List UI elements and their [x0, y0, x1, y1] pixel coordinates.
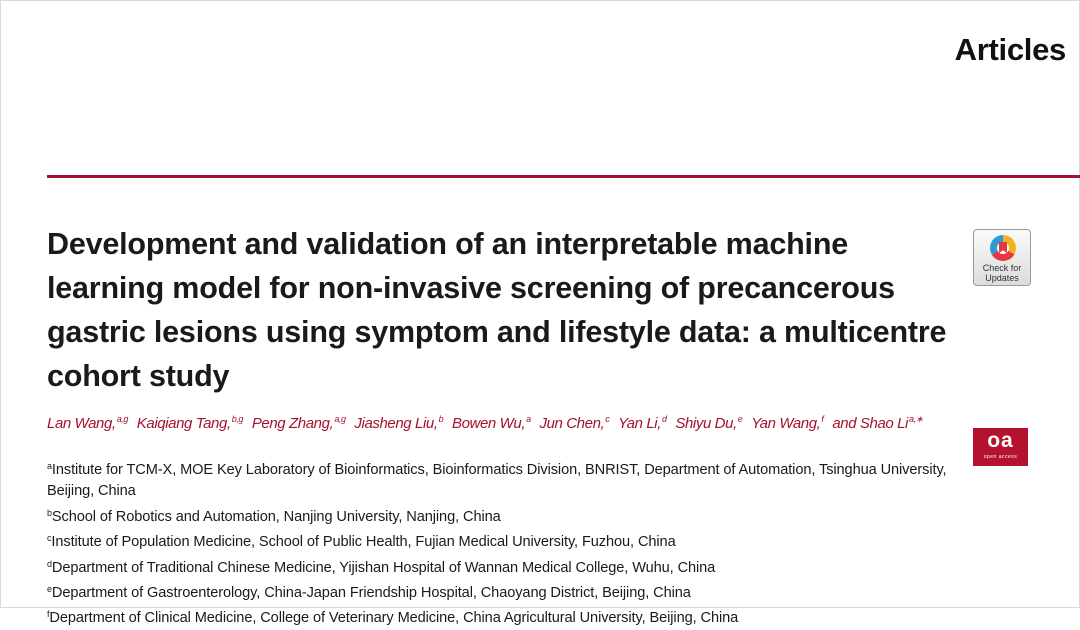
author-name[interactable] — [354, 415, 443, 432]
author-name[interactable] — [540, 415, 610, 432]
author-name[interactable] — [137, 415, 243, 432]
affiliation-marker: e — [47, 584, 52, 595]
check-for-updates-label: Check for Updates — [982, 263, 1022, 283]
author-affiliation-marker: d — [661, 414, 667, 424]
author-name-text: Yan Wang, — [751, 415, 821, 432]
open-access-caption: open access — [983, 454, 1018, 460]
affiliation-item — [47, 554, 957, 579]
author-affiliation-marker: c — [605, 414, 610, 424]
author-affiliation-marker: e — [737, 414, 743, 424]
affiliation-text: Institute of Population Medicine, School of Public Health, Fujian Medical University, Fuzhou, China — [51, 534, 676, 551]
author-name-text: Jiasheng Liu, — [354, 415, 438, 432]
affiliation-text: School of Robotics and Automation, Nanjing University, Nanjing, China — [51, 508, 501, 525]
author-name-text: and Shao Li — [832, 415, 908, 432]
author-name[interactable] — [47, 415, 128, 432]
check-for-updates-button[interactable] — [973, 229, 1031, 286]
affiliation-marker: f — [47, 609, 50, 620]
author-name-text: Peng Zhang, — [251, 415, 334, 432]
affiliation-marker: c — [47, 533, 52, 544]
affiliation-text: Department of Traditional Chinese Medicine, Yijishan Hospital of Wannan Medical College, Wuhu, China — [51, 559, 716, 576]
affiliation-marker: d — [47, 558, 52, 569]
author-name[interactable] — [252, 415, 346, 432]
open-access-icon — [973, 428, 1028, 466]
author-name-text: Lan Wang, — [47, 415, 116, 432]
author-name-text: Jun Chen, — [539, 415, 605, 432]
author-name-text: Shiyu Du, — [675, 415, 737, 432]
affiliation-item — [47, 604, 957, 629]
author-name[interactable] — [618, 415, 666, 432]
affiliation-item — [47, 503, 957, 528]
author-affiliation-marker: a,g — [116, 414, 128, 424]
affiliation-item — [47, 579, 957, 604]
author-affiliation-marker: a — [526, 414, 531, 424]
author-affiliation-marker: b,g — [231, 414, 244, 424]
affiliation-item — [47, 528, 957, 553]
header-rule — [47, 175, 1080, 178]
section-label: Articles — [954, 32, 1066, 67]
author-affiliation-marker: b — [438, 414, 444, 424]
author-name[interactable] — [452, 415, 531, 432]
author-name[interactable] — [751, 415, 823, 432]
author-affiliation-marker: a,∗ — [908, 414, 923, 424]
affiliation-marker: b — [47, 507, 52, 518]
author-name[interactable] — [675, 415, 742, 432]
article-title: Development and validation of an interpretable machine learning model for non-invasive screening of precancerous gastric lesions using symptom and lifestyle data: a multicentre cohort study — [47, 227, 947, 393]
affiliation-item — [47, 456, 957, 503]
author-name-text: Bowen Wu, — [452, 415, 526, 432]
author-name[interactable] — [832, 415, 923, 432]
affiliation-text: Department of Gastroenterology, China-Japan Friendship Hospital, Chaoyang District, Beijing, China — [51, 585, 691, 602]
author-name-text: Yan Li, — [618, 415, 661, 432]
author-name-text: Kaiqiang Tang, — [136, 415, 231, 432]
affiliation-text: Institute for TCM-X, MOE Key Laboratory of Bioinformatics, Bioinformatics Division, BNRIST, Department of Automation, Tsinghua University, Beijing, China — [47, 462, 947, 500]
open-access-mark: oa — [987, 429, 1014, 452]
affiliation-text: Department of Clinical Medicine, College of Veterinary Medicine, China Agricultural University, Beijing, China — [49, 610, 739, 627]
affiliation-marker: a — [47, 461, 52, 471]
author-affiliation-marker: f — [821, 414, 824, 424]
author-list — [47, 414, 947, 432]
affiliation-list — [47, 456, 957, 630]
author-affiliation-marker: a,g — [334, 414, 346, 424]
